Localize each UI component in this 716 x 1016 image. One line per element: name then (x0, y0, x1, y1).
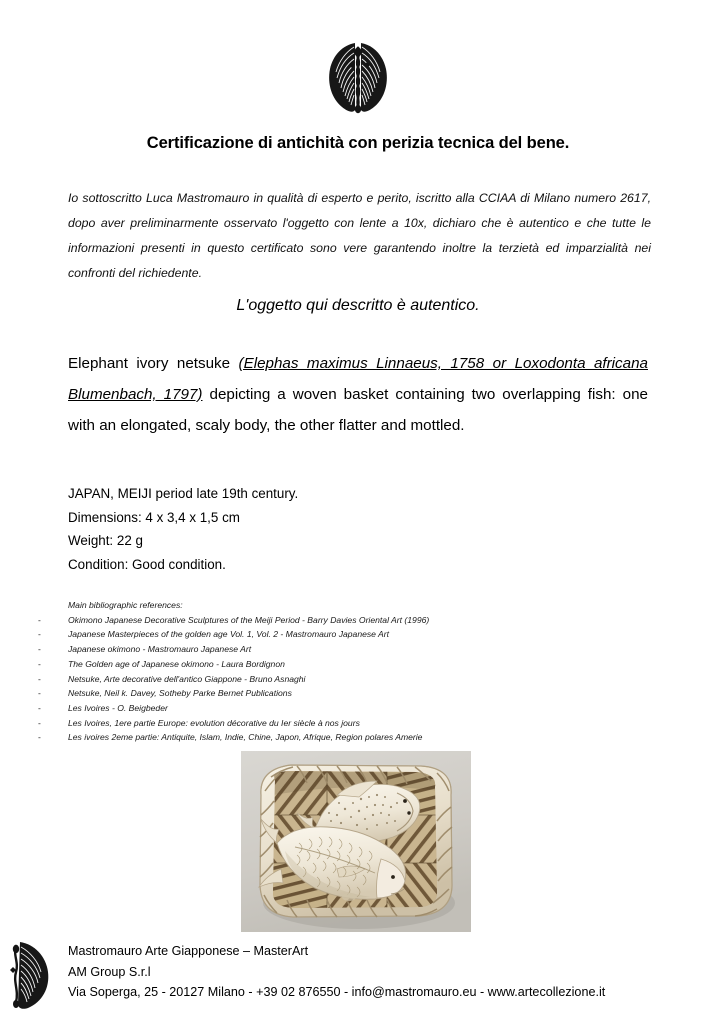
bibliography-item (38, 642, 558, 657)
footer-address-contacts: Via Soperga, 25 - 20127 Milano - +39 02 876550 - info@mastromauro.eu - www.artecollezione.it (68, 985, 606, 999)
bibliography-item (38, 701, 558, 716)
bibliography-item (38, 672, 558, 687)
bullet-dash: - (38, 688, 41, 699)
half-crane-wing-crest-icon (0, 936, 52, 1012)
bibliography-item-text: Les Ivoires, 1ere partie Europe: evolution décorative du Ier siècle à nos jours (68, 717, 360, 728)
bibliography-heading: Main bibliographic references: (68, 600, 183, 610)
description-tail: depicting a woven basket containing two overlapping fish: one with an elongated, scaly body, the other flatter and mottled. (68, 386, 648, 434)
bibliography-item-text: Okimono Japanese Decorative Sculptures of the Meiji Period - Barry Davies Oriental Art (1996) (68, 614, 430, 625)
scientific-name: (Elephas maximus Linnaeus, 1758 or Loxodonta africana Blumenbach, 1797) (68, 355, 648, 403)
bibliography-item-text: Japanese Masterpieces of the golden age Vol. 1, Vol. 2 - Mastromauro Japanese Art (68, 629, 390, 640)
bibliography-item-text: Japanese okimono - Mastromauro Japanese Art (68, 644, 252, 655)
footer-company-name: Mastromauro Arte Giapponese – MasterArt (68, 944, 309, 958)
spec-weight: Weight: 22 g (68, 533, 143, 548)
spec-condition: Condition: Good condition. (68, 556, 226, 572)
bullet-dash: - (38, 702, 41, 713)
bullet-dash: - (38, 614, 41, 625)
footer-legal-entity: AM Group S.r.l (68, 964, 151, 979)
bullet-dash: - (38, 629, 41, 640)
bibliography-item-text: Les ivoires 2eme partie: Antiquite, Islam, Indie, Chine, Japon, Afrique, Region polares Amerie (68, 732, 423, 743)
bullet-dash: - (38, 644, 41, 655)
bullet-dash: - (38, 658, 41, 669)
page-title: Certificazione di antichità con perizia tecnica del bene. (146, 134, 570, 152)
authenticity-statement: L'oggetto qui descritto è autentico. (236, 297, 480, 314)
object-description (68, 348, 648, 441)
expert-declaration-paragraph: Io sottoscritto Luca Mastromauro in qualità di esperto e perito, iscritto alla CCIAA di Milano numero 2617, dopo aver preliminarmente osservato l'oggetto con lente a 10x, dichiaro che è autentico e che tutte le informazioni presenti in questo certificato sono vere garantendo inoltre la terzietà ed imparzialità nei confronti del richiedente. (68, 191, 651, 280)
bibliography-item (38, 627, 558, 642)
bullet-dash: - (38, 717, 41, 728)
japanese-crane-wings-crest-icon (324, 36, 392, 118)
bibliography-item-text: The Golden age of Japanese okimono - Laura Bordignon (68, 658, 285, 669)
bullet-dash: - (38, 732, 41, 743)
spec-dimensions: Dimensions: 4 x 3,4 x 1,5 cm (68, 509, 240, 525)
bullet-dash: - (38, 673, 41, 684)
netsuke-photograph (241, 751, 471, 932)
bibliography-item (38, 730, 558, 745)
object-specifications (68, 482, 568, 576)
bibliography-item-text: Netsuke, Neil k. Davey, Sotheby Parke Bernet Publications (68, 688, 292, 699)
bibliography-item (38, 716, 558, 731)
bibliography-item (38, 613, 558, 628)
bibliography-item-text: Netsuke, Arte decorative dell'antico Giappone - Bruno Asnaghi (68, 673, 306, 684)
description-lead: Elephant ivory netsuke (68, 355, 239, 372)
header-crest-container (0, 36, 716, 123)
bibliography-section (38, 598, 558, 745)
bibliography-item-text: Les Ivoires - O. Beigbeder (68, 702, 168, 713)
spec-period: JAPAN, MEIJI period late 19th century. (68, 486, 299, 501)
footer-contact-block (68, 941, 688, 1003)
bibliography-item (38, 686, 558, 701)
bibliography-item (38, 657, 558, 672)
